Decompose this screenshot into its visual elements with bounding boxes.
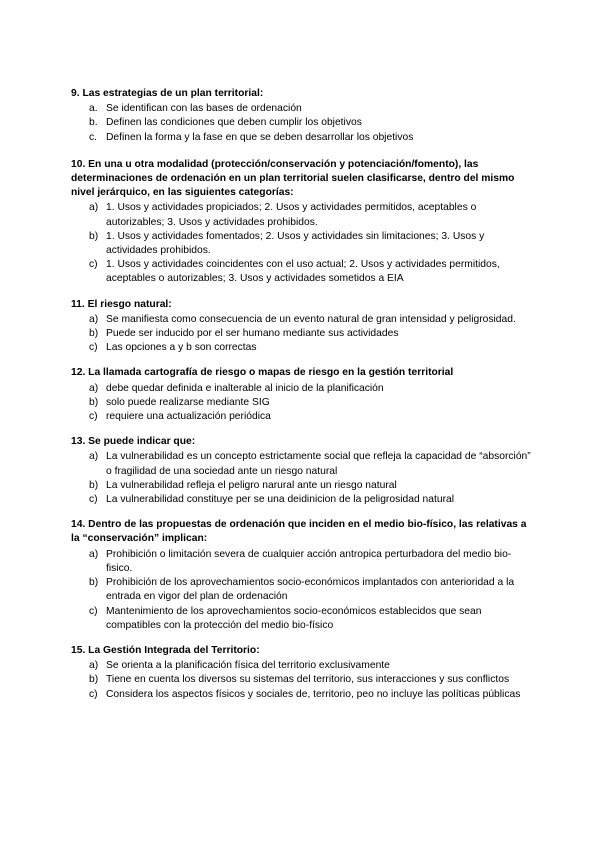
option-item [71, 341, 531, 355]
option-marker: c) [89, 342, 98, 354]
option-text: requiere una actualización periódica [106, 411, 271, 423]
option-item [71, 396, 531, 410]
option-text: 1. Usos y actividades coincidentes con el uso actual; 2. Usos y actividades permitidos, aceptables o autorizables; 3. Usos y actividades sometidos a EIA [106, 259, 500, 285]
option-text: Definen las condiciones que deben cumplir los objetivos [106, 117, 362, 129]
option-item [71, 131, 531, 145]
question-12 [71, 366, 531, 424]
option-text: Considera los aspectos físicos y sociales de, territorio, peo no incluye las políticas públicas [106, 688, 521, 700]
option-item [71, 450, 531, 478]
option-text: Puede ser inducido por el ser humano mediante sus actividades [106, 328, 399, 340]
option-marker: c) [89, 494, 98, 506]
option-item [71, 201, 531, 229]
question-13 [71, 435, 531, 507]
question-9 [71, 87, 531, 145]
option-marker: b) [89, 230, 99, 242]
option-text: Definen la forma y la fase en que se deben desarrollar los objetivos [106, 131, 414, 143]
option-item [71, 688, 531, 702]
option-marker: a) [89, 660, 99, 672]
option-item [71, 410, 531, 424]
question-title: 15. La Gestión Integrada del Territorio: [71, 644, 260, 656]
option-item [71, 230, 531, 258]
option-text: solo puede realizarse mediante SIG [106, 396, 270, 408]
option-list [71, 102, 531, 145]
option-text: La vulnerabilidad refleja el peligro narural ante un riesgo natural [106, 479, 397, 491]
option-text: Se manifiesta como consecuencia de un evento natural de gran intensidad y peligrosidad. [106, 313, 516, 325]
option-item [71, 327, 531, 341]
question-title: 11. El riesgo natural: [71, 298, 172, 310]
option-list [71, 313, 531, 356]
question-15 [71, 644, 531, 702]
option-marker: b) [89, 396, 99, 408]
option-marker: b) [89, 328, 99, 340]
option-marker: c) [89, 688, 98, 700]
question-title: 13. Se puede indicar que: [71, 436, 196, 448]
option-text: Prohibición o limitación severa de cualquier acción antropica perturbadora del medio bio-fisico. [106, 548, 512, 574]
option-marker: c. [89, 131, 98, 143]
option-marker: a. [89, 103, 98, 115]
option-marker: a) [89, 313, 99, 325]
option-text: Se orienta a la planificación física del territorio exclusivamente [106, 660, 390, 672]
question-14 [71, 518, 531, 633]
option-marker: c) [89, 411, 98, 423]
option-marker: a) [89, 202, 99, 214]
option-item [71, 659, 531, 673]
option-marker: b. [89, 117, 98, 129]
option-text: Prohibición de los aprovechamientos socio-económicos implantados con anterioridad a la entrada en vigor del plan de ordenación [106, 577, 515, 603]
option-list [71, 382, 531, 425]
option-text: Se identifican con las bases de ordenación [106, 103, 302, 115]
option-marker: c) [89, 605, 98, 617]
option-marker: a) [89, 548, 99, 560]
option-marker: a) [89, 451, 99, 463]
option-marker: b) [89, 479, 99, 491]
option-item [71, 493, 531, 507]
option-item [71, 313, 531, 327]
question-title: 9. Las estrategias de un plan territorial: [71, 88, 264, 99]
option-item [71, 102, 531, 116]
option-marker: c) [89, 259, 98, 271]
option-item [71, 382, 531, 396]
option-text: La vulnerabilidad es un concepto estrictamente social que refleja la capacidad de “absorción” o fragilidad de una sociedad ante un riesgo natural [106, 451, 531, 477]
option-list [71, 201, 531, 286]
question-10 [71, 158, 531, 287]
option-item [71, 605, 531, 633]
option-item [71, 479, 531, 493]
option-list [71, 659, 531, 702]
option-item [71, 258, 531, 286]
question-title: 10. En una u otra modalidad (protección/conservación y potenciación/fomento), las determinaciones de ordenación en un plan territorial suelen clasificarse, dentro del mismo nivel jerárquico, en las siguientes categorías: [71, 158, 515, 199]
option-item [71, 673, 531, 687]
question-title: 14. Dentro de las propuestas de ordenación que inciden en el medio bio-físico, las relativas a la “conservación” implican: [71, 519, 527, 545]
option-text: 1. Usos y actividades fomentados; 2. Usos y actividades sin limitaciones; 3. Usos y actividades prohibidos. [106, 230, 485, 257]
option-text: La vulnerabilidad constituye per se una deidinicion de la peligrosidad natural [106, 494, 455, 506]
option-marker: a) [89, 382, 99, 394]
option-list [71, 450, 531, 507]
option-marker: b) [89, 577, 99, 589]
option-item [71, 548, 531, 576]
option-list [71, 548, 531, 633]
option-text: Tiene en cuenta los diversos su sistemas del territorio, sus interacciones y sus conflictos [106, 674, 510, 686]
option-text: debe quedar definida e inalterable al inicio de la planificación [106, 382, 384, 394]
question-11 [71, 298, 531, 356]
document-page [71, 87, 531, 713]
option-text: Mantenimiento de los aprovechamientos socio-económicos establecidos que sean compatibles con la protección del medio bio-físico [106, 605, 482, 631]
question-title: 12. La llamada cartografía de riesgo o mapas de riesgo en la gestión territorial [71, 367, 454, 379]
option-marker: b) [89, 674, 99, 686]
option-text: Las opciones a y b son correctas [106, 342, 257, 354]
option-text: 1. Usos y actividades propiciados; 2. Usos y actividades permitidos, aceptables o autorizables; 3. Usos y actividades prohibidos. [106, 202, 477, 228]
option-item [71, 576, 531, 604]
option-item [71, 116, 531, 130]
